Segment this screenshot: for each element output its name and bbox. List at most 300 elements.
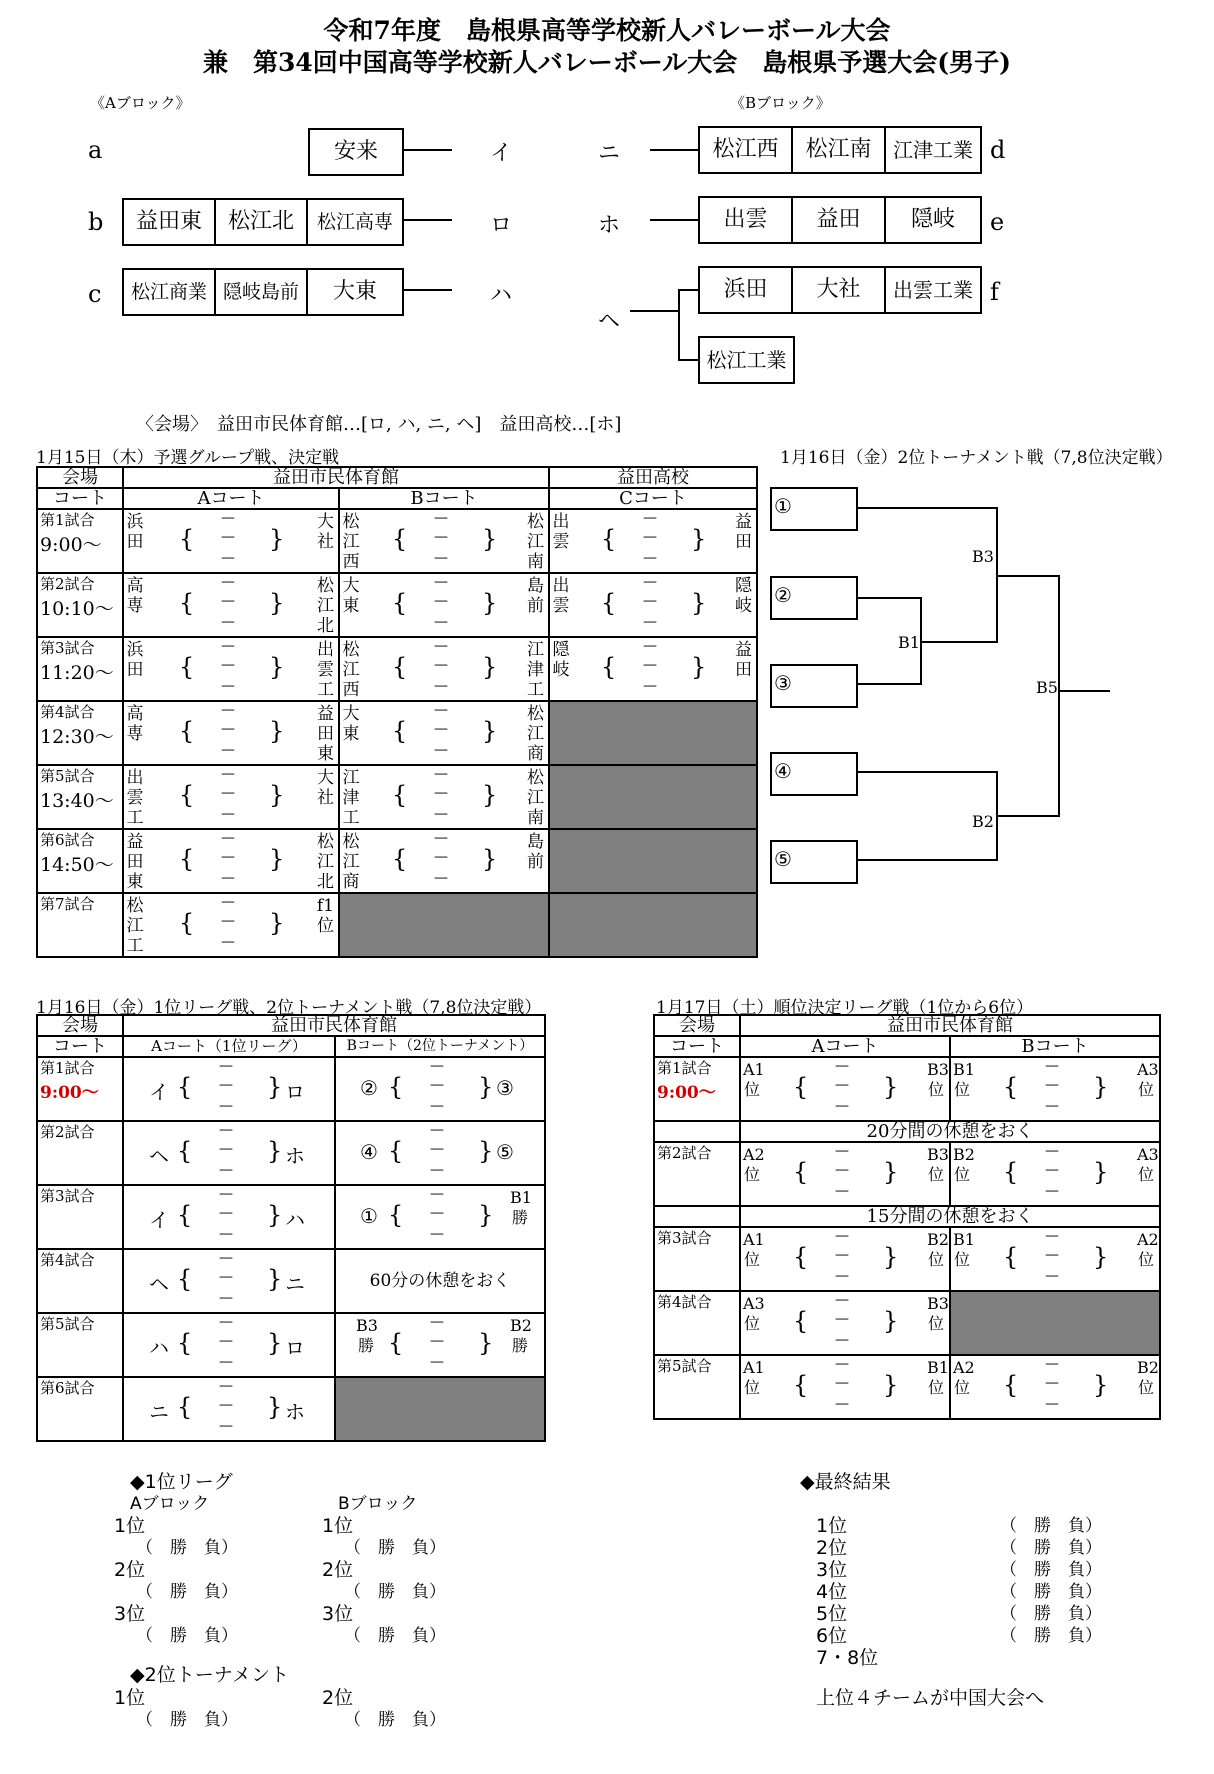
match-time: 14:50〜 <box>40 854 114 876</box>
team-group <box>122 268 404 316</box>
score-dash: — <box>434 550 448 566</box>
score-brace-open: { <box>179 909 195 937</box>
away-team: ③ <box>496 1076 514 1100</box>
away-team: B3位 <box>927 1294 949 1333</box>
match-row <box>37 1185 545 1249</box>
score-dash: — <box>434 593 448 609</box>
score-brace-open: { <box>179 589 195 617</box>
match-number: 第3試合 <box>40 1187 95 1205</box>
home-team: B1位 <box>953 1060 975 1099</box>
home-team: A1位 <box>743 1358 765 1397</box>
win-loss: （ 勝 負） <box>1000 1582 1102 1602</box>
score-dash: — <box>219 1162 233 1178</box>
team-group <box>698 336 795 384</box>
match-time: 10:10〜 <box>40 598 114 620</box>
score-brace-open: { <box>177 1073 193 1101</box>
score-dash: — <box>1045 1356 1059 1372</box>
home-team: B2位 <box>953 1145 975 1184</box>
title-line-2: 兼 第34回中国高等学校新人バレーボール大会 島根県予選大会(男子) <box>203 48 1011 77</box>
win-loss: （ 勝 負） <box>136 1538 238 1558</box>
match-number: 第7試合 <box>40 895 95 913</box>
home-team: 松江西 <box>342 512 360 572</box>
score-brace-open: { <box>1003 1073 1019 1101</box>
home-team: 出雲 <box>552 512 570 552</box>
away-team: 松江南 <box>527 512 544 572</box>
match-row <box>37 1121 545 1185</box>
match-number: 第1試合 <box>657 1059 712 1077</box>
score-dash: — <box>219 1141 233 1157</box>
team-cell: 松江南 <box>793 128 886 172</box>
venue-name: 益田高校 <box>549 467 757 488</box>
home-team: ② <box>360 1076 378 1100</box>
match-score <box>951 1143 1159 1205</box>
bracket-line <box>858 771 998 773</box>
match-row <box>654 1227 1160 1291</box>
bracket-line <box>996 815 1060 817</box>
score-dash: — <box>434 529 448 545</box>
home-team: 高専 <box>126 576 144 616</box>
venue-name: 益田市民体育館 <box>123 1015 545 1036</box>
score-brace-open: { <box>392 781 408 809</box>
home-team: ④ <box>360 1140 378 1164</box>
team-cell: 益田 <box>793 198 886 242</box>
place: 2位 <box>322 1687 354 1709</box>
place: 3位 <box>114 1603 146 1625</box>
score-dash: — <box>219 1077 233 1093</box>
match-row <box>37 1249 545 1313</box>
score-dash: — <box>835 1292 849 1308</box>
match-label <box>38 1186 122 1248</box>
team-group <box>698 266 982 314</box>
score-dash: — <box>643 529 657 545</box>
score-dash: — <box>221 574 235 590</box>
score-dash: — <box>219 1418 233 1434</box>
day2-heading: 1月16日（金）1位リーグ戦、2位トーナメント戦（7,8位決定戦） <box>36 998 542 1018</box>
score-dash: — <box>835 1268 849 1284</box>
score-dash: — <box>1045 1396 1059 1412</box>
win-loss: （ 勝 負） <box>136 1626 238 1646</box>
final-place: 7・8位 <box>816 1647 879 1669</box>
match-score <box>124 1314 334 1376</box>
match-number: 第2試合 <box>40 575 95 593</box>
score-dash: — <box>835 1356 849 1372</box>
match-number: 第2試合 <box>657 1144 712 1162</box>
score-brace-open: { <box>179 717 195 745</box>
score-brace-close: } <box>267 1201 283 1229</box>
score-brace-close: } <box>482 589 498 617</box>
home-team: 浜田 <box>126 640 144 680</box>
score-brace-open: { <box>601 525 617 553</box>
score-brace-close: } <box>267 1073 283 1101</box>
score-brace-close: } <box>883 1073 899 1101</box>
match-row <box>37 573 757 637</box>
match-score <box>124 702 338 764</box>
home-team: A3位 <box>743 1294 765 1333</box>
win-loss: （ 勝 負） <box>1000 1516 1102 1536</box>
match-row <box>654 1142 1160 1206</box>
score-dash: — <box>430 1162 444 1178</box>
bracket-line <box>858 683 922 685</box>
score-dash: — <box>434 849 448 865</box>
score-brace-open: { <box>1003 1158 1019 1186</box>
match-number: 第2試合 <box>40 1123 95 1141</box>
team-cell: 隠岐 <box>910 207 955 232</box>
bracket-seed: ② <box>770 576 858 620</box>
score-dash: — <box>835 1332 849 1348</box>
match-score <box>124 574 338 636</box>
court-name: Bコート <box>950 1036 1160 1057</box>
score-dash: — <box>434 510 448 526</box>
court-name: Bコート <box>339 488 549 509</box>
group-letter: a <box>88 136 103 164</box>
win-loss: （ 勝 負） <box>344 1582 446 1602</box>
win-loss: （ 勝 負） <box>136 1710 238 1730</box>
match-label <box>655 1058 739 1120</box>
score-dash: — <box>219 1397 233 1413</box>
score-brace-open: { <box>177 1137 193 1165</box>
team-cell: 松江高専 <box>316 211 393 233</box>
court-name: Cコート <box>549 488 757 509</box>
score-dash: — <box>219 1205 233 1221</box>
match-number: 第3試合 <box>657 1229 712 1247</box>
score-dash: — <box>434 830 448 846</box>
away-team: B3位 <box>927 1145 949 1184</box>
bracket-line <box>858 507 998 509</box>
away-team: B1勝 <box>510 1188 532 1227</box>
score-dash: — <box>434 870 448 886</box>
match-number: 第4試合 <box>657 1293 712 1311</box>
connector <box>402 219 452 221</box>
score-dash: — <box>1045 1268 1059 1284</box>
win-loss: （ 勝 負） <box>136 1582 238 1602</box>
score-dash: — <box>221 870 235 886</box>
final-place: 4位 <box>816 1581 848 1603</box>
match-score <box>741 1143 949 1205</box>
score-dash: — <box>221 934 235 950</box>
match-score <box>340 638 548 700</box>
score-dash: — <box>219 1333 233 1349</box>
score-brace-close: } <box>482 653 498 681</box>
home-team: 松江西 <box>342 640 360 700</box>
connector <box>678 289 680 361</box>
day1-table <box>36 466 758 958</box>
final-heading: ◆最終結果 <box>800 1471 891 1493</box>
score-dash: — <box>434 702 448 718</box>
match-score <box>951 1058 1159 1120</box>
team-cell: 江津工業 <box>893 138 973 162</box>
score-brace-open: { <box>179 525 195 553</box>
league-heading: ◆1位リーグ <box>130 1471 233 1493</box>
away-team: 益田東 <box>317 704 334 764</box>
match-row <box>654 1057 1160 1121</box>
connector <box>650 149 698 151</box>
bracket-label-b1: B1 <box>898 633 920 652</box>
team-group <box>698 126 982 174</box>
score-brace-close: } <box>267 1137 283 1165</box>
match-number: 第6試合 <box>40 1379 95 1397</box>
team-cell: 大東 <box>332 279 377 304</box>
score-brace-close: } <box>883 1371 899 1399</box>
match-row <box>37 893 757 957</box>
score-dash: — <box>221 678 235 694</box>
score-brace-close: } <box>691 589 707 617</box>
score-brace-close: } <box>691 525 707 553</box>
block-b-heading: Bブロック <box>338 1494 418 1514</box>
score-dash: — <box>434 766 448 782</box>
score-brace-close: } <box>478 1137 494 1165</box>
score-dash: — <box>221 830 235 846</box>
home-team: ① <box>360 1204 378 1228</box>
home-team: 出雲 <box>552 576 570 616</box>
score-dash: — <box>434 806 448 822</box>
match-time: 11:20〜 <box>40 662 114 684</box>
score-dash: — <box>835 1058 849 1074</box>
score-dash: — <box>430 1333 444 1349</box>
bracket-line <box>858 597 922 599</box>
match-score <box>124 1058 334 1120</box>
score-dash: — <box>219 1378 233 1394</box>
match-label <box>38 1314 122 1376</box>
kana-label: ロ <box>490 213 513 238</box>
match-score <box>124 1250 334 1312</box>
home-team: 出雲工 <box>126 768 144 828</box>
score-dash: — <box>643 510 657 526</box>
match-number: 第1試合 <box>40 1059 95 1077</box>
score-dash: — <box>1045 1058 1059 1074</box>
score-dash: — <box>434 657 448 673</box>
final-place: 3位 <box>816 1559 848 1581</box>
score-dash: — <box>643 678 657 694</box>
team-cell: 浜田 <box>700 268 793 312</box>
away-team: 松江北 <box>317 576 334 636</box>
place: 2位 <box>114 1559 146 1581</box>
match-number: 第1試合 <box>40 511 95 529</box>
match-score <box>124 1122 334 1184</box>
match-label <box>655 1143 739 1205</box>
score-brace-close: } <box>478 1329 494 1357</box>
score-dash: — <box>430 1058 444 1074</box>
score-brace-close: } <box>691 653 707 681</box>
away-team: 益田 <box>735 512 752 552</box>
score-dash: — <box>221 657 235 673</box>
score-brace-close: } <box>269 845 285 873</box>
score-brace-open: { <box>177 1201 193 1229</box>
connector <box>402 149 452 151</box>
home-team: 浜田 <box>126 512 144 552</box>
match-score <box>741 1356 949 1418</box>
score-dash: — <box>430 1205 444 1221</box>
away-team: B2勝 <box>510 1316 532 1355</box>
score-dash: — <box>643 593 657 609</box>
bracket-line <box>920 641 998 643</box>
home-team: B1位 <box>953 1230 975 1269</box>
score-dash: — <box>219 1226 233 1242</box>
score-brace-close: } <box>1093 1073 1109 1101</box>
court-name: Bコート（2位トーナメント） <box>335 1036 545 1057</box>
match-score <box>124 894 338 956</box>
score-dash: — <box>1045 1228 1059 1244</box>
score-dash: — <box>221 806 235 822</box>
connector <box>402 289 452 291</box>
score-brace-open: { <box>177 1329 193 1357</box>
score-brace-open: { <box>179 781 195 809</box>
win-loss: （ 勝 負） <box>344 1710 446 1730</box>
score-dash: — <box>219 1269 233 1285</box>
home-team: ハ <box>149 1336 169 1360</box>
score-brace-close: } <box>482 845 498 873</box>
score-brace-open: { <box>388 1329 404 1357</box>
match-score <box>336 1058 544 1120</box>
score-dash: — <box>434 678 448 694</box>
match-score <box>124 510 338 572</box>
score-dash: — <box>835 1375 849 1391</box>
match-row <box>654 1291 1160 1355</box>
day3-table <box>653 1014 1161 1420</box>
home-team: ヘ <box>149 1144 169 1168</box>
away-team: ホ <box>285 1400 305 1424</box>
court-label: コート <box>654 1036 740 1057</box>
score-dash: — <box>430 1098 444 1114</box>
away-team: 隠岐 <box>735 576 752 616</box>
match-score <box>336 1122 544 1184</box>
bracket-label-b2: B2 <box>972 812 994 831</box>
court-name: Aコート <box>740 1036 950 1057</box>
team-cell: 出雲 <box>700 198 793 242</box>
score-brace-close: } <box>267 1265 283 1293</box>
score-dash: — <box>1045 1375 1059 1391</box>
bracket-heading: 1月16日（金）2位トーナメント戦（7,8位決定戦） <box>780 448 1173 468</box>
win-loss: （ 勝 負） <box>1000 1538 1102 1558</box>
score-brace-open: { <box>179 845 195 873</box>
break-note: 20分間の休憩をおく <box>740 1121 1160 1142</box>
score-dash: — <box>219 1186 233 1202</box>
match-score <box>340 766 548 828</box>
score-brace-open: { <box>793 1073 809 1101</box>
break-row <box>654 1121 1160 1142</box>
connector <box>678 289 698 291</box>
match-score <box>340 510 548 572</box>
team-cell: 松江西 <box>700 128 793 172</box>
match-score <box>550 574 756 636</box>
score-brace-close: } <box>269 781 285 809</box>
match-score <box>741 1058 949 1120</box>
match-row <box>37 701 757 765</box>
away-team: ロ <box>285 1336 305 1360</box>
home-team: A1位 <box>743 1060 765 1099</box>
match-number: 第4試合 <box>40 703 95 721</box>
match-time: 12:30〜 <box>40 726 114 748</box>
match-label <box>38 702 122 764</box>
bracket-line <box>1058 575 1060 817</box>
match-label <box>38 1250 122 1312</box>
score-brace-close: } <box>482 717 498 745</box>
score-brace-close: } <box>482 525 498 553</box>
match-score <box>550 510 756 572</box>
match-number: 第5試合 <box>657 1357 712 1375</box>
match-label <box>38 574 122 636</box>
match-time: 9:00〜 <box>657 1083 716 1103</box>
match-score <box>340 702 548 764</box>
team-cell: 益田東 <box>124 200 216 244</box>
score-dash: — <box>221 593 235 609</box>
score-dash: — <box>221 766 235 782</box>
score-dash: — <box>434 742 448 758</box>
score-brace-close: } <box>269 525 285 553</box>
score-brace-open: { <box>177 1393 193 1421</box>
group-letter: c <box>88 280 102 308</box>
venue-label: 会場 <box>654 1015 740 1036</box>
score-brace-close: } <box>883 1243 899 1271</box>
score-brace-close: } <box>269 589 285 617</box>
score-dash: — <box>219 1314 233 1330</box>
score-brace-open: { <box>392 717 408 745</box>
score-brace-close: } <box>478 1201 494 1229</box>
score-dash: — <box>219 1250 233 1266</box>
score-brace-open: { <box>392 589 408 617</box>
score-dash: — <box>835 1228 849 1244</box>
score-dash: — <box>434 785 448 801</box>
block-a-label: 《Aブロック》 <box>90 94 191 112</box>
away-team: 大社 <box>317 512 334 552</box>
away-team: A2位 <box>1137 1230 1159 1269</box>
score-dash: — <box>430 1077 444 1093</box>
score-dash: — <box>835 1143 849 1159</box>
score-brace-open: { <box>1003 1243 1019 1271</box>
break-row <box>654 1206 1160 1227</box>
venue-name: 益田市民体育館 <box>740 1015 1160 1036</box>
match-number: 第5試合 <box>40 767 95 785</box>
court-label: コート <box>37 488 123 509</box>
score-brace-close: } <box>269 717 285 745</box>
home-team: イ <box>149 1080 169 1104</box>
match-score <box>124 638 338 700</box>
score-brace-close: } <box>1093 1243 1109 1271</box>
match-row <box>654 1355 1160 1419</box>
score-brace-close: } <box>883 1307 899 1335</box>
match-row <box>37 1313 545 1377</box>
score-dash: — <box>219 1354 233 1370</box>
match-score <box>124 766 338 828</box>
score-brace-open: { <box>793 1243 809 1271</box>
score-dash: — <box>835 1098 849 1114</box>
score-dash: — <box>221 894 235 910</box>
away-team: ハ <box>285 1208 305 1232</box>
away-team: B3位 <box>927 1060 949 1099</box>
match-label <box>655 1356 739 1418</box>
home-team: A2位 <box>953 1358 975 1397</box>
score-brace-open: { <box>601 653 617 681</box>
match-number: 第5試合 <box>40 1315 95 1333</box>
score-dash: — <box>835 1077 849 1093</box>
away-team: A3位 <box>1137 1145 1159 1184</box>
match-score <box>124 1186 334 1248</box>
match-number: 第6試合 <box>40 831 95 849</box>
block-a-heading: Aブロック <box>130 1494 210 1514</box>
bracket-label-b3: B3 <box>972 547 994 566</box>
connector <box>630 310 680 312</box>
kana-label: ニ <box>598 141 621 166</box>
score-brace-close: } <box>267 1393 283 1421</box>
score-brace-close: } <box>269 909 285 937</box>
break-note: 60分の休憩をおく <box>369 1271 511 1291</box>
score-dash: — <box>434 574 448 590</box>
away-team: B2位 <box>1137 1358 1159 1397</box>
score-brace-close: } <box>482 781 498 809</box>
match-score <box>124 1378 334 1440</box>
away-team: 出雲工 <box>317 640 334 700</box>
group-letter: d <box>990 136 1006 164</box>
match-row <box>37 765 757 829</box>
